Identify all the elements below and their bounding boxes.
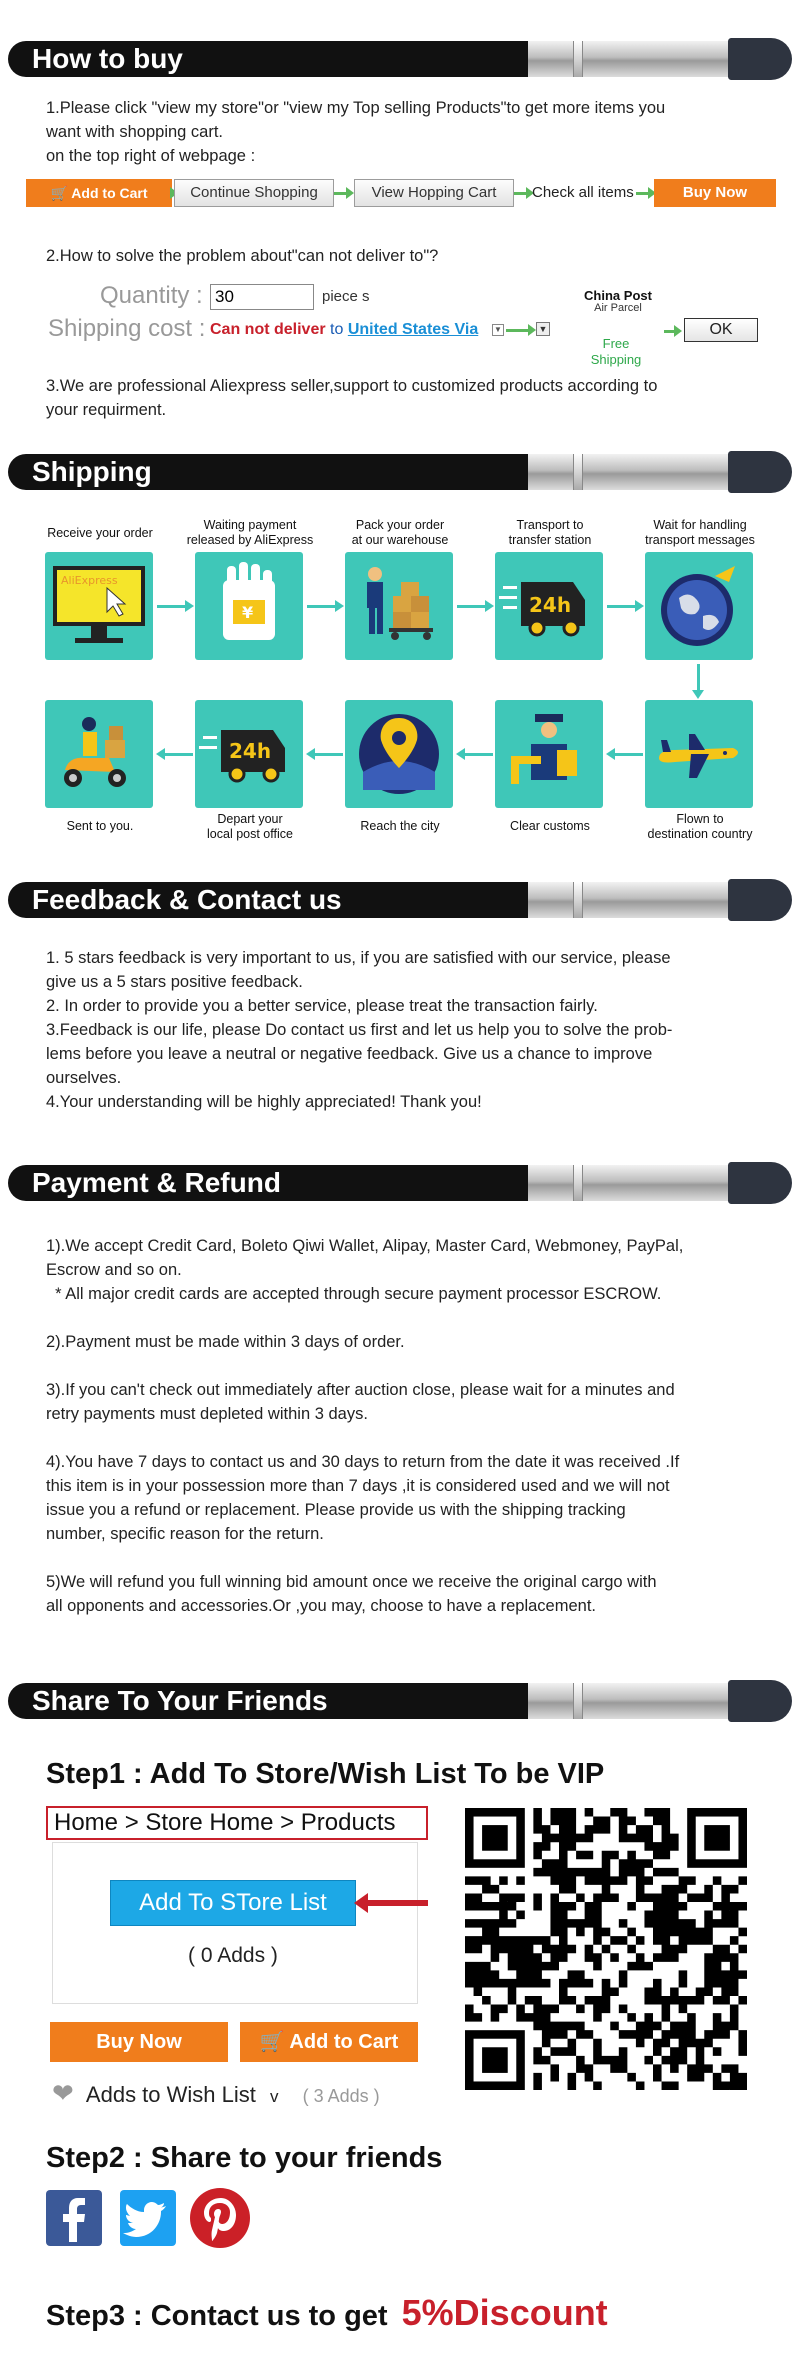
computer-icon [45,552,153,660]
text-line: Shipping [590,352,642,367]
wish-list-label: Adds to Wish List [85,2082,256,2107]
step1-heading: Step1 : Add To Store/Wish List To be VIP [46,1758,605,1790]
wish-list-row[interactable] [52,2078,380,2109]
twitter-icon[interactable] [120,2190,176,2246]
hand-money-icon [195,552,303,660]
step-label [625,518,775,548]
text-line: 1).We accept Credit Card, Boleto Qiwi Wallet, Alipay, Master Card, Webmoney, PayPal, [46,1237,684,1255]
text-line: 1.Please click "view my store"or "view my Top selling Products"to get more items you [46,99,666,117]
flow-arrow [506,329,530,332]
quantity-input[interactable] [210,284,314,310]
text-line: issue you a refund or replacement. Please provide us with the shipping tracking [46,1501,626,1519]
receive-order-tile [45,552,153,660]
spacer [46,1354,756,1378]
red-arrow-head [354,1893,368,1913]
adds-count: ( 0 Adds ) [188,1944,278,1967]
section-header-share [8,1680,792,1722]
spacer [46,1426,756,1450]
location-pin-icon [345,700,453,808]
red-arrow [362,1900,428,1906]
flow-arrow [514,192,528,195]
clear-customs-tile [495,700,603,808]
text-line: Free [602,336,630,351]
text-line: 2).Payment must be made within 3 days of order. [46,1333,405,1351]
text-line: 1. 5 stars feedback is very important to us, if you are satisfied with our service, please [46,949,671,967]
step-label [175,812,325,842]
text-line: Waiting payment [203,518,297,532]
air-parcel-label: Air Parcel [594,302,642,314]
flow-arrow-left [313,753,343,756]
button-label: Add to Cart [289,2031,399,2053]
text-line: transfer station [508,533,592,547]
flow-arrow-left [163,753,193,756]
text-line: 3).If you can't check out immediately after auction close, please wait for a minutes and [46,1381,675,1399]
add-to-cart-button[interactable] [26,179,172,207]
qr-code-image [465,1808,747,2090]
flown-tile [645,700,753,808]
pinterest-icon[interactable] [190,2188,250,2248]
text-line: Sent to you. [66,819,134,833]
cart-icon: 🛒 [50,185,68,201]
qr-finder [482,1825,508,1851]
text-line: released by AliExpress [186,533,314,547]
step-label [475,819,625,834]
globe-icon [645,552,753,660]
heart-icon: ❤ [52,2078,74,2108]
depart-post-office-tile [195,700,303,808]
customized-products-text [46,374,756,422]
free-shipping-label [566,336,666,368]
flow-arrow-right [457,605,487,608]
text-line: at our warehouse [351,533,449,547]
scooter-icon [45,700,153,808]
shipping-cost-label: Shipping cost : [48,315,206,342]
section-title: Share To Your Friends [32,1685,328,1716]
text-line: 5)We will refund you full winning bid amount once we receive the original cargo with [46,1573,657,1591]
qr-finder [482,2047,508,2073]
buy-now-button[interactable]: Buy Now [50,2022,228,2062]
chevron-down-icon[interactable]: v [270,2087,279,2106]
text-line: Clear customs [510,819,590,833]
cart-icon: 🛒 [259,2031,285,2053]
facebook-icon[interactable] [46,2190,102,2246]
discount-text: 5%Discount [401,2292,608,2333]
section-title: Shipping [32,456,152,487]
step-label [25,526,175,541]
step2-heading: Step2 : Share to your friends [46,2142,443,2174]
transport-tile [495,552,603,660]
quantity-unit: piece s [322,288,370,305]
flow-arrow [334,192,348,195]
delivery-truck-icon [495,552,603,660]
text-line: Receive your order [47,526,153,540]
ok-button[interactable]: OK [684,318,758,342]
to-text: to [330,321,344,338]
qr-code [465,1808,747,2090]
airplane-icon [645,700,753,808]
breadcrumb[interactable]: Home > Store Home > Products [46,1806,428,1840]
flow-arrow-left [463,753,493,756]
how-to-buy-intro [46,96,756,168]
text-line: Depart your [217,812,283,826]
button-label: Add to Cart [71,185,148,201]
warehouse-worker-icon [345,552,453,660]
check-all-items-label: Check all items [532,184,634,201]
text-line: on the top right of webpage : [46,147,256,165]
pack-order-tile [345,552,453,660]
svg-text:24h: 24h [529,593,572,617]
section-header-shipping [8,451,792,493]
text-line: local post office [207,827,293,841]
flow-arrow-down [697,664,700,692]
text-line: retry payments must depleted within 3 days. [46,1405,368,1423]
section-header-how-to-buy [8,38,792,80]
text-line: Wait for handling [653,518,747,532]
step-label [325,518,475,548]
china-post-label: China Post [584,288,652,303]
dropdown-arrow-icon[interactable]: ▼ [536,322,550,336]
dropdown-arrow-icon[interactable]: ▼ [492,324,504,336]
shipping-status [210,321,478,339]
step-label [325,819,475,834]
text-line: Reach the city [360,819,440,833]
section-header-feedback [8,879,792,921]
text-line: all opponents and accessories.Or ,you may, choose to have a replacement. [46,1597,597,1615]
step-label [175,518,325,548]
flow-arrow-down-head [692,690,704,699]
add-to-store-list-button[interactable]: Add To STore List [110,1880,356,1926]
quantity-label: Quantity : [100,282,203,309]
text-line: Escrow and so on. [46,1261,182,1279]
text-line: 4.Your understanding will be highly appreciated! Thank you! [46,1093,482,1111]
destination-link[interactable]: United States Via [347,321,479,338]
step-label [25,819,175,834]
text-line: lems before you leave a neutral or negative feedback. Give us a chance to improve [46,1045,653,1063]
text-line: destination country [647,827,753,841]
text-line: 2. In order to provide you a better service, please treat the transaction fairly. [46,997,598,1015]
text-line: your requirment. [46,401,167,419]
customs-officer-icon [495,700,603,808]
cannot-deliver-text: Can not deliver [210,321,326,338]
flow-arrow [664,330,676,333]
feedback-text [46,946,756,1114]
payment-tile [195,552,303,660]
text-line: want with shopping cart. [46,123,224,141]
delivery-truck-icon [195,700,303,808]
step-label [625,812,775,842]
flow-arrow [636,192,650,195]
payment-text [46,1234,756,1618]
wait-messages-tile [645,552,753,660]
how-to-solve-question: 2.How to solve the problem about"can not deliver to"? [46,247,439,265]
wish-count: ( 3 Adds ) [302,2086,380,2106]
text-line: transport messages [645,533,755,547]
text-line: * All major credit cards are accepted through secure payment processor ESCROW. [46,1285,662,1303]
text-line: 3.We are professional Aliexpress seller,support to customized products according to [46,377,658,395]
svg-text:¥: ¥ [242,603,254,622]
svg-text:24h: 24h [229,739,272,763]
text-line: Pack your order [355,518,445,532]
step3-text: Step3 : Contact us to get [46,2300,388,2332]
text-line: 4).You have 7 days to contact us and 30 days to return from the date it was received .If [46,1453,680,1471]
flow-arrow-right [607,605,637,608]
flow-arrow-left [613,753,643,756]
text-line: number, specific reason for the return. [46,1525,324,1543]
step3-heading [46,2292,608,2334]
step-label [475,518,625,548]
section-header-payment [8,1162,792,1204]
qr-finder [704,1825,730,1851]
flow-arrow-right [157,605,187,608]
text-line: give us a 5 stars positive feedback. [46,973,303,991]
svg-text:AliExpress: AliExpress [61,574,118,587]
section-title: Payment & Refund [32,1167,281,1198]
flow-arrow-right [307,605,337,608]
text-line: ourselves. [46,1069,122,1087]
section-title: How to buy [32,43,183,74]
add-to-cart-button[interactable] [240,2022,418,2062]
reach-city-tile [345,700,453,808]
view-cart-button[interactable]: View Hopping Cart [354,179,514,207]
text-line: this item is in your possession more than 7 days ,it is considered used and we will not [46,1477,670,1495]
text-line: 3.Feedback is our life, please Do contact us first and let us help you to solve the prob- [46,1021,673,1039]
text-line: Flown to [676,812,724,826]
spacer [46,1306,756,1330]
spacer [46,1546,756,1570]
sent-to-you-tile [45,700,153,808]
continue-shopping-button[interactable]: Continue Shopping [174,179,334,207]
section-title: Feedback & Contact us [32,884,342,915]
text-line: Transport to [516,518,584,532]
buy-now-button[interactable]: Buy Now [654,179,776,207]
